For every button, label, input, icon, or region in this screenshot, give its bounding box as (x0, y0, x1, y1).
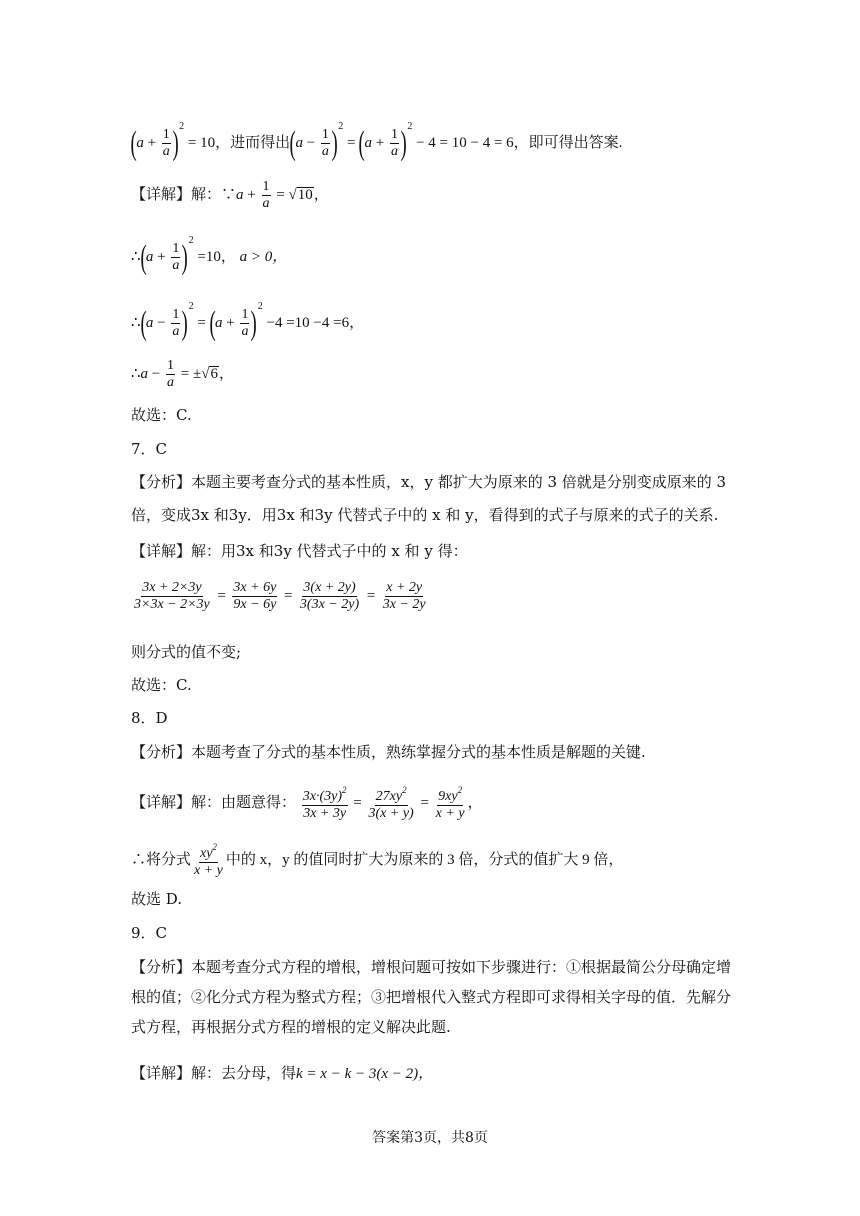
q7-f1-den: 3×3x − 2×3y (134, 597, 210, 613)
q7-detail: 【详解】解：用3x 和3y 代替式子中的 x 和 y 得： (131, 542, 468, 560)
q8-detail: 【详解】解：由题意得： $\frac{3x\cdot(3y)^2}{3x + 3y}$ = $\frac{27xy^2}{3(x + y)}$ = $\frac{9xy^2}{x + y}$ ， (131, 785, 483, 822)
line-3: ∴(a + $\frac{1}{a}$ )$^2$ =10， a > 0， (131, 235, 288, 276)
q7-f3-num: 3(x + 2y) (302, 580, 356, 597)
detail-label: 【详解】解： (131, 187, 222, 204)
q8-f2-den: 3(x + y) (368, 806, 414, 822)
q8-f2-num: 27xy (375, 789, 403, 804)
therefore-symbol: ∴ (131, 249, 141, 265)
therefore-symbol: ∴ (131, 315, 141, 331)
q8-analysis: 【分析】本题考查了分式的基本性质，熟练掌握分式的基本性质是解题的关键. (131, 743, 646, 761)
q8-l2-pre: ∴将分式 (131, 852, 192, 869)
pm: = ± (180, 366, 202, 383)
q7-f2-num: 3x + 6y (232, 580, 277, 597)
q7-heading: 7．C (131, 440, 168, 458)
comma: ， (467, 795, 483, 812)
q7-equation: $\frac{3x + 2\times 3y}{3\times 3x - 2\times 3y}$ = $\frac{3x + 6y}{9x - 6y}$ = $\frac{3(x + 2y)}{3(3x - 2y)}$ = $\frac{x + 2y}{3x - 2y}$ (134, 580, 426, 613)
sqrt-10: 10 (297, 187, 313, 204)
q9-detail (131, 1067, 433, 1082)
q8-answer: 故选 D. (131, 890, 183, 908)
page-footer: 答案第3页，共8页 (372, 1130, 488, 1146)
l1-text: ，进而得出 (215, 135, 291, 151)
q7-answer: 故选：C. (131, 676, 192, 694)
q7-analysis-2: 倍，变成3x 和3y．用3x 和3y 代替式子中的 x 和 y，看得到的式子与原来的式子的关系. (131, 506, 719, 524)
q8-heading: 8．D (131, 709, 168, 727)
q8-f3-den: x + y (435, 806, 465, 822)
q7-f2-den: 9x − 6y (233, 597, 277, 613)
q8-f1-num: 3x·(3y) (302, 789, 343, 804)
q8-f1-den: 3x + 3y (303, 806, 347, 822)
eq10: =10， (197, 249, 236, 265)
q8-line-2: ∴将分式 $\frac{xy^2}{x + y}$ 中的 x，y 的值同时扩大为原来的 3 倍，分式的值扩大 9 倍， (131, 842, 624, 879)
a-gt-0: a > 0， (239, 249, 288, 265)
line-5: ∴a − $\frac{1}{a}$ = ±√6， (131, 358, 234, 391)
q9-analysis: 【分析】本题考查分式方程的增根，增根问题可按如下步骤进行：①根据最简公分母确定增根的值；②化分式方程为整式方程；③把增根代入整式方程即可求得相关字母的值．先解分式方程，再根据分式方程的增根的定义解决此题. (131, 958, 732, 1036)
q9-equation: k = x − k − 3(x − 2)， (296, 1066, 434, 1082)
comma: ， (218, 366, 234, 383)
line-1: (a + $\frac{1}{a}$ )$^2$ = 10，进而得出(a − $\frac{1}{a}$ )$^2$ = (a + $\frac{1}{a}$ )$^2$ − 4 = 10 − 4 = 6，即可得出答案. (130, 121, 623, 162)
therefore-symbol: ∴ (131, 366, 141, 383)
l1-val: − 4 = 10 − 4 = 6 (416, 135, 514, 151)
q8-l2-post: 中的 x，y 的值同时扩大为原来的 3 倍，分式的值扩大 9 倍， (225, 852, 624, 869)
q7-f4-num: x + 2y (385, 580, 423, 597)
l1-rhs: = 10 (187, 135, 216, 151)
q7-f3-den: 3(3x − 2y) (299, 597, 360, 613)
answer-line: 故选：C. (131, 406, 192, 424)
because-symbol: ∵ (221, 187, 237, 204)
l1-tail: ，即可得出答案. (513, 135, 623, 151)
q8-f3-num: 9xy (438, 789, 458, 804)
q7-f1-num: 3x + 2×3y (141, 580, 202, 597)
q8-frac-num: xy (199, 846, 213, 861)
sqrt-6: 6 (210, 366, 218, 383)
q9-heading: 9．C (131, 924, 168, 942)
q9-detail-label: 【详解】解：去分母，得 (131, 1066, 297, 1082)
q7-analysis-1: 【分析】本题主要考查分式的基本性质，x，y 都扩大为原来的 3 倍就是分别变成原来的 3 (131, 473, 727, 491)
q7-conclusion: 则分式的值不变; (131, 643, 242, 661)
q8-frac-den: x + y (194, 863, 223, 879)
line-4: ∴(a − $\frac{1}{a}$ )$^2$ = (a + $\frac{1}{a}$ )$^2$ −4 =10 −4 =6， (131, 301, 365, 342)
q7-f4-den: 3x − 2y (382, 597, 426, 613)
l4-val: −4 =10 −4 =6， (266, 315, 365, 331)
q8-detail-label: 【详解】解：由题意得： (131, 795, 297, 812)
line-2: 【详解】解：∵a + $\frac{1}{a}$ = √10， (131, 179, 329, 212)
comma: ， (313, 187, 329, 204)
